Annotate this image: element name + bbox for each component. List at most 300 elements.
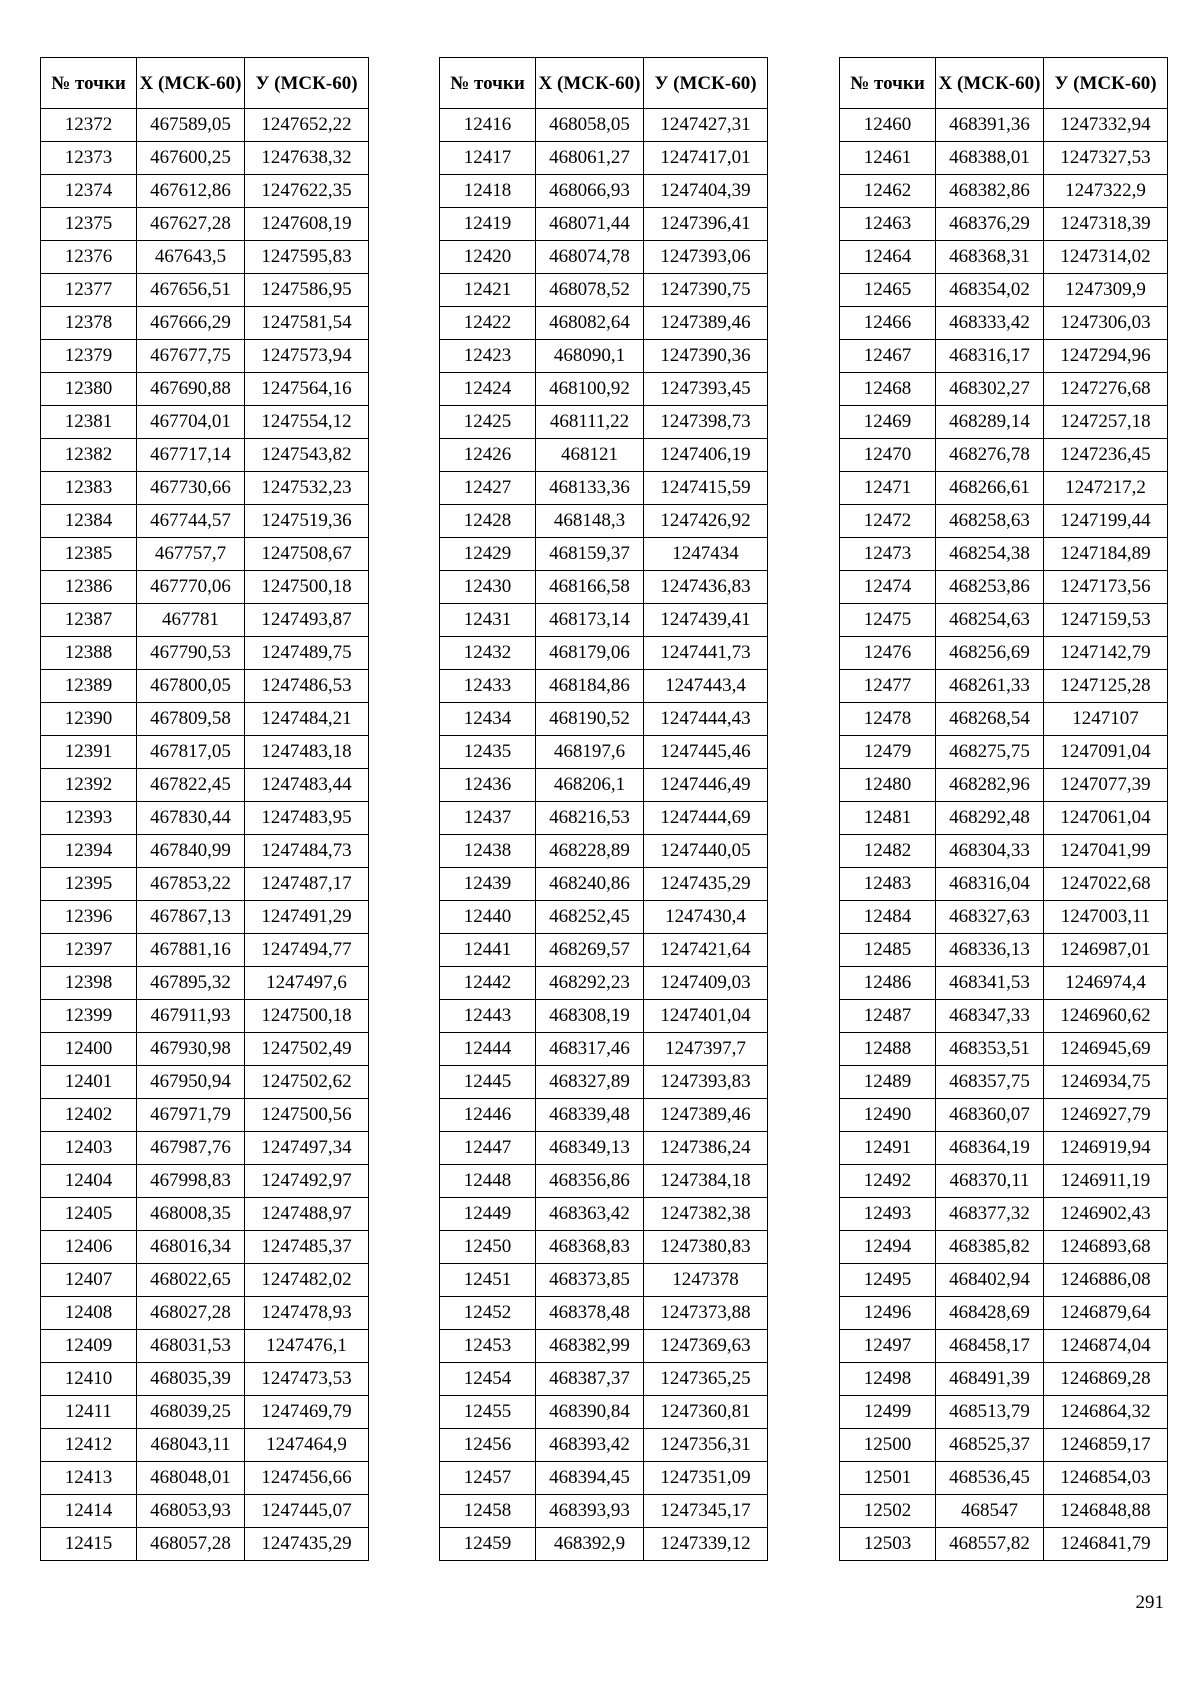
table-row — [41, 109, 369, 142]
x-coordinate-cell: 468071,44 — [536, 208, 644, 241]
x-coordinate-cell: 468276,78 — [936, 439, 1044, 472]
y-coordinate-cell: 1247445,46 — [644, 736, 768, 769]
point-number-cell: 12495 — [840, 1264, 936, 1297]
table-row — [440, 835, 768, 868]
point-number-cell: 12375 — [41, 208, 137, 241]
y-coordinate-cell: 1247360,81 — [644, 1396, 768, 1429]
x-coordinate-cell: 468341,53 — [936, 967, 1044, 1000]
x-coordinate-cell: 467790,53 — [137, 637, 245, 670]
x-coordinate-cell: 468368,31 — [936, 241, 1044, 274]
y-coordinate-cell: 1247444,43 — [644, 703, 768, 736]
point-number-cell: 12386 — [41, 571, 137, 604]
y-coordinate-cell: 1247393,45 — [644, 373, 768, 406]
table-row — [41, 1462, 369, 1495]
x-coordinate-cell: 468391,36 — [936, 109, 1044, 142]
x-coordinate-cell: 467867,13 — [137, 901, 245, 934]
point-number-cell: 12398 — [41, 967, 137, 1000]
table-row — [440, 1462, 768, 1495]
x-coordinate-cell: 468197,6 — [536, 736, 644, 769]
table-row — [41, 505, 369, 538]
table-row — [440, 703, 768, 736]
x-coordinate-cell: 468133,36 — [536, 472, 644, 505]
table-row — [41, 1000, 369, 1033]
y-coordinate-cell: 1247484,21 — [245, 703, 369, 736]
y-coordinate-cell: 1247494,77 — [245, 934, 369, 967]
x-coordinate-cell: 468357,75 — [936, 1066, 1044, 1099]
x-coordinate-cell: 468302,27 — [936, 373, 1044, 406]
point-number-cell: 12427 — [440, 472, 536, 505]
x-coordinate-cell: 468016,34 — [137, 1231, 245, 1264]
x-coordinate-cell: 467589,05 — [137, 109, 245, 142]
table-row — [440, 1066, 768, 1099]
y-coordinate-cell: 1247351,09 — [644, 1462, 768, 1495]
table-row — [840, 1231, 1168, 1264]
point-number-cell: 12440 — [440, 901, 536, 934]
x-coordinate-cell: 468159,37 — [536, 538, 644, 571]
header-row — [440, 58, 768, 109]
x-coordinate-cell: 468370,11 — [936, 1165, 1044, 1198]
x-coordinate-cell: 468240,86 — [536, 868, 644, 901]
x-coordinate-cell: 468385,82 — [936, 1231, 1044, 1264]
x-coordinate-cell: 468282,96 — [936, 769, 1044, 802]
table-row — [840, 868, 1168, 901]
x-coordinate-cell: 468190,52 — [536, 703, 644, 736]
point-number-cell: 12418 — [440, 175, 536, 208]
y-coordinate-cell: 1246934,75 — [1044, 1066, 1168, 1099]
x-coordinate-cell: 468304,33 — [936, 835, 1044, 868]
table-row — [41, 868, 369, 901]
table-row — [840, 670, 1168, 703]
x-coordinate-cell: 468536,45 — [936, 1462, 1044, 1495]
x-coordinate-cell: 468254,38 — [936, 538, 1044, 571]
x-coordinate-cell: 468031,53 — [137, 1330, 245, 1363]
table-row — [41, 1297, 369, 1330]
x-coordinate-cell: 468035,39 — [137, 1363, 245, 1396]
point-number-cell: 12481 — [840, 802, 936, 835]
header-x-coordinate: Х (МСК-60) — [536, 58, 644, 109]
point-number-cell: 12452 — [440, 1297, 536, 1330]
y-coordinate-cell: 1247493,87 — [245, 604, 369, 637]
y-coordinate-cell: 1247389,46 — [644, 1099, 768, 1132]
point-number-cell: 12421 — [440, 274, 536, 307]
y-coordinate-cell: 1246987,01 — [1044, 934, 1168, 967]
table-row — [840, 1429, 1168, 1462]
header-x-coordinate: Х (МСК-60) — [936, 58, 1044, 109]
x-coordinate-cell: 468377,32 — [936, 1198, 1044, 1231]
table-row — [41, 1066, 369, 1099]
y-coordinate-cell: 1247500,18 — [245, 1000, 369, 1033]
x-coordinate-cell: 467911,93 — [137, 1000, 245, 1033]
y-coordinate-cell: 1247327,53 — [1044, 142, 1168, 175]
x-coordinate-cell: 468166,58 — [536, 571, 644, 604]
x-coordinate-cell: 468394,45 — [536, 1462, 644, 1495]
x-coordinate-cell: 468368,83 — [536, 1231, 644, 1264]
table-row — [440, 307, 768, 340]
point-number-cell: 12497 — [840, 1330, 936, 1363]
x-coordinate-cell: 468061,27 — [536, 142, 644, 175]
table-row — [41, 142, 369, 175]
table-row — [440, 1363, 768, 1396]
x-coordinate-cell: 468292,48 — [936, 802, 1044, 835]
point-number-cell: 12471 — [840, 472, 936, 505]
table-row — [440, 1429, 768, 1462]
table-row — [41, 967, 369, 1000]
x-coordinate-cell: 468308,19 — [536, 1000, 644, 1033]
point-number-cell: 12397 — [41, 934, 137, 967]
table-row — [840, 406, 1168, 439]
y-coordinate-cell: 1247393,83 — [644, 1066, 768, 1099]
point-number-cell: 12456 — [440, 1429, 536, 1462]
point-number-cell: 12439 — [440, 868, 536, 901]
point-number-cell: 12469 — [840, 406, 936, 439]
table-row — [840, 175, 1168, 208]
point-number-cell: 12436 — [440, 769, 536, 802]
x-coordinate-cell: 467677,75 — [137, 340, 245, 373]
y-coordinate-cell: 1247003,11 — [1044, 901, 1168, 934]
x-coordinate-cell: 468100,92 — [536, 373, 644, 406]
y-coordinate-cell: 1247173,56 — [1044, 571, 1168, 604]
y-coordinate-cell: 1247434 — [644, 538, 768, 571]
y-coordinate-cell: 1247488,97 — [245, 1198, 369, 1231]
y-coordinate-cell: 1246893,68 — [1044, 1231, 1168, 1264]
point-number-cell: 12493 — [840, 1198, 936, 1231]
x-coordinate-cell: 467612,86 — [137, 175, 245, 208]
table-row — [840, 1495, 1168, 1528]
y-coordinate-cell: 1247421,64 — [644, 934, 768, 967]
point-number-cell: 12476 — [840, 637, 936, 670]
point-number-cell: 12425 — [440, 406, 536, 439]
point-number-cell: 12420 — [440, 241, 536, 274]
y-coordinate-cell: 1247436,83 — [644, 571, 768, 604]
table-row — [440, 241, 768, 274]
coordinates-table-3 — [839, 57, 1168, 1561]
point-number-cell: 12453 — [440, 1330, 536, 1363]
point-number-cell: 12450 — [440, 1231, 536, 1264]
y-coordinate-cell: 1247257,18 — [1044, 406, 1168, 439]
point-number-cell: 12445 — [440, 1066, 536, 1099]
x-coordinate-cell: 468388,01 — [936, 142, 1044, 175]
y-coordinate-cell: 1247446,49 — [644, 769, 768, 802]
point-number-cell: 12407 — [41, 1264, 137, 1297]
y-coordinate-cell: 1247294,96 — [1044, 340, 1168, 373]
x-coordinate-cell: 468053,93 — [137, 1495, 245, 1528]
y-coordinate-cell: 1247430,4 — [644, 901, 768, 934]
x-coordinate-cell: 468058,05 — [536, 109, 644, 142]
y-coordinate-cell: 1247491,29 — [245, 901, 369, 934]
y-coordinate-cell: 1247497,6 — [245, 967, 369, 1000]
x-coordinate-cell: 468057,28 — [137, 1528, 245, 1561]
point-number-cell: 12388 — [41, 637, 137, 670]
table-row — [41, 1495, 369, 1528]
y-coordinate-cell: 1247369,63 — [644, 1330, 768, 1363]
point-number-cell: 12414 — [41, 1495, 137, 1528]
y-coordinate-cell: 1247415,59 — [644, 472, 768, 505]
table-row — [440, 1330, 768, 1363]
x-coordinate-cell: 468360,07 — [936, 1099, 1044, 1132]
x-coordinate-cell: 467744,57 — [137, 505, 245, 538]
table-row — [440, 1231, 768, 1264]
table-row — [840, 1198, 1168, 1231]
point-number-cell: 12503 — [840, 1528, 936, 1561]
x-coordinate-cell: 468339,48 — [536, 1099, 644, 1132]
point-number-cell: 12401 — [41, 1066, 137, 1099]
point-number-cell: 12462 — [840, 175, 936, 208]
table-row — [41, 835, 369, 868]
x-coordinate-cell: 468074,78 — [536, 241, 644, 274]
x-coordinate-cell: 468261,33 — [936, 670, 1044, 703]
x-coordinate-cell: 468292,23 — [536, 967, 644, 1000]
point-number-cell: 12392 — [41, 769, 137, 802]
point-number-cell: 12472 — [840, 505, 936, 538]
table-row — [440, 505, 768, 538]
table-row — [440, 802, 768, 835]
x-coordinate-cell: 468184,86 — [536, 670, 644, 703]
table-row — [840, 1099, 1168, 1132]
x-coordinate-cell: 468393,93 — [536, 1495, 644, 1528]
table-row — [41, 1330, 369, 1363]
y-coordinate-cell: 1247532,23 — [245, 472, 369, 505]
table-row — [440, 1264, 768, 1297]
point-number-cell: 12492 — [840, 1165, 936, 1198]
x-coordinate-cell: 467757,7 — [137, 538, 245, 571]
point-number-cell: 12478 — [840, 703, 936, 736]
point-number-cell: 12419 — [440, 208, 536, 241]
y-coordinate-cell: 1247443,4 — [644, 670, 768, 703]
point-number-cell: 12431 — [440, 604, 536, 637]
x-coordinate-cell: 468228,89 — [536, 835, 644, 868]
x-coordinate-cell: 467950,94 — [137, 1066, 245, 1099]
point-number-cell: 12490 — [840, 1099, 936, 1132]
y-coordinate-cell: 1247484,73 — [245, 835, 369, 868]
table-row — [840, 901, 1168, 934]
y-coordinate-cell: 1247485,37 — [245, 1231, 369, 1264]
x-coordinate-cell: 468353,51 — [936, 1033, 1044, 1066]
y-coordinate-cell: 1247638,32 — [245, 142, 369, 175]
table-row — [840, 1396, 1168, 1429]
x-coordinate-cell: 468082,64 — [536, 307, 644, 340]
x-coordinate-cell: 467830,44 — [137, 802, 245, 835]
y-coordinate-cell: 1246864,32 — [1044, 1396, 1168, 1429]
table-row — [440, 472, 768, 505]
point-number-cell: 12500 — [840, 1429, 936, 1462]
x-coordinate-cell: 468275,75 — [936, 736, 1044, 769]
point-number-cell: 12474 — [840, 571, 936, 604]
y-coordinate-cell: 1247564,16 — [245, 373, 369, 406]
point-number-cell: 12483 — [840, 868, 936, 901]
x-coordinate-cell: 467704,01 — [137, 406, 245, 439]
y-coordinate-cell: 1247022,68 — [1044, 868, 1168, 901]
point-number-cell: 12422 — [440, 307, 536, 340]
x-coordinate-cell: 467717,14 — [137, 439, 245, 472]
page-number: 291 — [1135, 1592, 1164, 1613]
table-row — [840, 142, 1168, 175]
x-coordinate-cell: 468179,06 — [536, 637, 644, 670]
x-coordinate-cell: 468022,65 — [137, 1264, 245, 1297]
point-number-cell: 12378 — [41, 307, 137, 340]
y-coordinate-cell: 1247091,04 — [1044, 736, 1168, 769]
point-number-cell: 12403 — [41, 1132, 137, 1165]
point-number-cell: 12449 — [440, 1198, 536, 1231]
point-number-cell: 12443 — [440, 1000, 536, 1033]
y-coordinate-cell: 1247487,17 — [245, 868, 369, 901]
table-row — [840, 703, 1168, 736]
point-number-cell: 12415 — [41, 1528, 137, 1561]
x-coordinate-cell: 468428,69 — [936, 1297, 1044, 1330]
y-coordinate-cell: 1246859,17 — [1044, 1429, 1168, 1462]
y-coordinate-cell: 1247464,9 — [245, 1429, 369, 1462]
point-number-cell: 12413 — [41, 1462, 137, 1495]
header-row — [41, 58, 369, 109]
y-coordinate-cell: 1247483,18 — [245, 736, 369, 769]
y-coordinate-cell: 1247318,39 — [1044, 208, 1168, 241]
table-row — [41, 1231, 369, 1264]
y-coordinate-cell: 1247380,83 — [644, 1231, 768, 1264]
table-row — [840, 307, 1168, 340]
table-row — [840, 1330, 1168, 1363]
x-coordinate-cell: 467730,66 — [137, 472, 245, 505]
point-number-cell: 12498 — [840, 1363, 936, 1396]
header-point-number: № точки — [41, 58, 137, 109]
y-coordinate-cell: 1247439,41 — [644, 604, 768, 637]
point-number-cell: 12458 — [440, 1495, 536, 1528]
point-number-cell: 12451 — [440, 1264, 536, 1297]
point-number-cell: 12385 — [41, 538, 137, 571]
table-row — [440, 406, 768, 439]
x-coordinate-cell: 468266,61 — [936, 472, 1044, 505]
y-coordinate-cell: 1247401,04 — [644, 1000, 768, 1033]
point-number-cell: 12496 — [840, 1297, 936, 1330]
point-number-cell: 12494 — [840, 1231, 936, 1264]
table-row — [41, 736, 369, 769]
table-row — [41, 274, 369, 307]
table-row — [440, 1165, 768, 1198]
y-coordinate-cell: 1247543,82 — [245, 439, 369, 472]
y-coordinate-cell: 1246854,03 — [1044, 1462, 1168, 1495]
x-coordinate-cell: 467690,88 — [137, 373, 245, 406]
y-coordinate-cell: 1246879,64 — [1044, 1297, 1168, 1330]
table-row — [840, 1264, 1168, 1297]
x-coordinate-cell: 467895,32 — [137, 967, 245, 1000]
table-row — [41, 637, 369, 670]
x-coordinate-cell: 468382,99 — [536, 1330, 644, 1363]
y-coordinate-cell: 1247276,68 — [1044, 373, 1168, 406]
point-number-cell: 12435 — [440, 736, 536, 769]
point-number-cell: 12393 — [41, 802, 137, 835]
point-number-cell: 12428 — [440, 505, 536, 538]
table-row — [840, 1066, 1168, 1099]
point-number-cell: 12467 — [840, 340, 936, 373]
table-row — [440, 1132, 768, 1165]
table-row — [840, 274, 1168, 307]
table-row — [41, 934, 369, 967]
point-number-cell: 12383 — [41, 472, 137, 505]
point-number-cell: 12487 — [840, 1000, 936, 1033]
x-coordinate-cell: 468547 — [936, 1495, 1044, 1528]
table-row — [840, 637, 1168, 670]
y-coordinate-cell: 1247486,53 — [245, 670, 369, 703]
x-coordinate-cell: 468269,57 — [536, 934, 644, 967]
table-row — [840, 241, 1168, 274]
table-row — [440, 934, 768, 967]
y-coordinate-cell: 1247332,94 — [1044, 109, 1168, 142]
point-number-cell: 12381 — [41, 406, 137, 439]
x-coordinate-cell: 467822,45 — [137, 769, 245, 802]
point-number-cell: 12437 — [440, 802, 536, 835]
y-coordinate-cell: 1246919,94 — [1044, 1132, 1168, 1165]
y-coordinate-cell: 1247390,75 — [644, 274, 768, 307]
y-coordinate-cell: 1247314,02 — [1044, 241, 1168, 274]
x-coordinate-cell: 468252,45 — [536, 901, 644, 934]
table-row — [840, 835, 1168, 868]
x-coordinate-cell: 468039,25 — [137, 1396, 245, 1429]
table-row — [440, 967, 768, 1000]
point-number-cell: 12433 — [440, 670, 536, 703]
x-coordinate-cell: 467600,25 — [137, 142, 245, 175]
y-coordinate-cell: 1247041,99 — [1044, 835, 1168, 868]
y-coordinate-cell: 1247441,73 — [644, 637, 768, 670]
y-coordinate-cell: 1246841,79 — [1044, 1528, 1168, 1561]
x-coordinate-cell: 468387,37 — [536, 1363, 644, 1396]
table-row — [41, 406, 369, 439]
y-coordinate-cell: 1247502,49 — [245, 1033, 369, 1066]
table-row — [41, 1264, 369, 1297]
table-row — [840, 604, 1168, 637]
y-coordinate-cell: 1247608,19 — [245, 208, 369, 241]
x-coordinate-cell: 468327,89 — [536, 1066, 644, 1099]
x-coordinate-cell: 468048,01 — [137, 1462, 245, 1495]
point-number-cell: 12410 — [41, 1363, 137, 1396]
y-coordinate-cell: 1247217,2 — [1044, 472, 1168, 505]
y-coordinate-cell: 1247581,54 — [245, 307, 369, 340]
table-row — [440, 670, 768, 703]
point-number-cell: 12387 — [41, 604, 137, 637]
y-coordinate-cell: 1247356,31 — [644, 1429, 768, 1462]
point-number-cell: 12488 — [840, 1033, 936, 1066]
point-number-cell: 12394 — [41, 835, 137, 868]
x-coordinate-cell: 467817,05 — [137, 736, 245, 769]
x-coordinate-cell: 468491,39 — [936, 1363, 1044, 1396]
y-coordinate-cell: 1247473,53 — [245, 1363, 369, 1396]
y-coordinate-cell: 1246848,88 — [1044, 1495, 1168, 1528]
y-coordinate-cell: 1246974,4 — [1044, 967, 1168, 1000]
point-number-cell: 12444 — [440, 1033, 536, 1066]
point-number-cell: 12382 — [41, 439, 137, 472]
x-coordinate-cell: 468173,14 — [536, 604, 644, 637]
y-coordinate-cell: 1246927,79 — [1044, 1099, 1168, 1132]
table-row — [840, 538, 1168, 571]
table-row — [41, 1099, 369, 1132]
x-coordinate-cell: 467840,99 — [137, 835, 245, 868]
point-number-cell: 12400 — [41, 1033, 137, 1066]
y-coordinate-cell: 1247159,53 — [1044, 604, 1168, 637]
point-number-cell: 12484 — [840, 901, 936, 934]
x-coordinate-cell: 468356,86 — [536, 1165, 644, 1198]
header-y-coordinate: У (МСК-60) — [1044, 58, 1168, 109]
y-coordinate-cell: 1247107 — [1044, 703, 1168, 736]
y-coordinate-cell: 1247184,89 — [1044, 538, 1168, 571]
table-row — [440, 1528, 768, 1561]
x-coordinate-cell: 468373,85 — [536, 1264, 644, 1297]
table-row — [41, 802, 369, 835]
x-coordinate-cell: 467809,58 — [137, 703, 245, 736]
y-coordinate-cell: 1247142,79 — [1044, 637, 1168, 670]
point-number-cell: 12463 — [840, 208, 936, 241]
point-number-cell: 12447 — [440, 1132, 536, 1165]
table-row — [440, 868, 768, 901]
point-number-cell: 12432 — [440, 637, 536, 670]
y-coordinate-cell: 1247309,9 — [1044, 274, 1168, 307]
y-coordinate-cell: 1247519,36 — [245, 505, 369, 538]
